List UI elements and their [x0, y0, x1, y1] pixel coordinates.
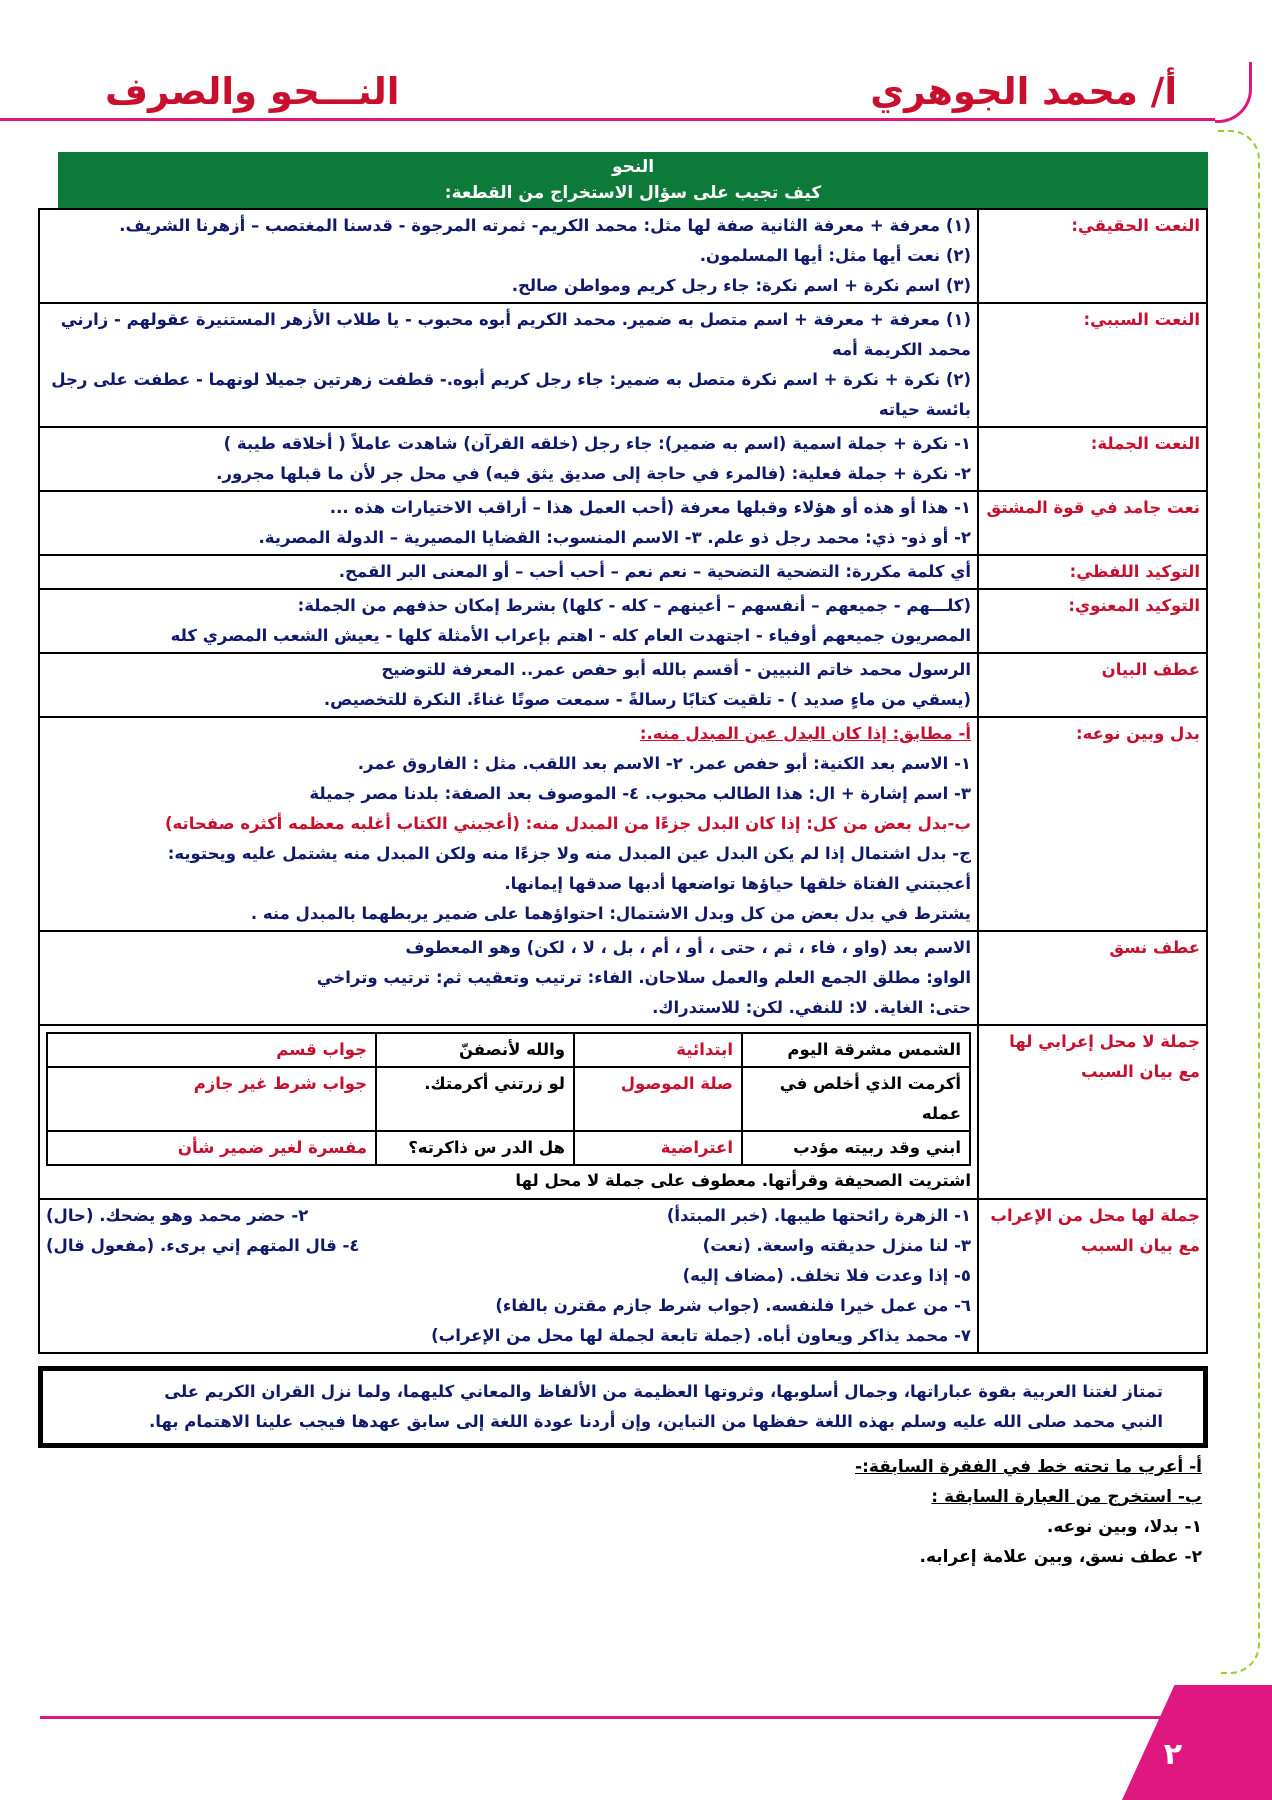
line: ١- هذا أو هذه أو هؤلاء وقبلها معرفة (أحب العمل هذا – أراقب الاختيارات هذه ...: [329, 498, 971, 517]
line: حتى: الغاية. لا: للنفي. لكن: للاستدراك.: [652, 998, 971, 1017]
cell: جواب قسم: [47, 1033, 376, 1067]
line: اشتريت الصحيفة وقرأتها. معطوف على جملة لا محل لها: [515, 1171, 971, 1190]
line: (١) معرفة + معرفة الثانية صفة لها مثل: محمد الكريم- ثمرته المرجوة - قدسنا المغتصب – أزهرنا الشريف.: [119, 216, 971, 235]
table-row: [39, 931, 1207, 1025]
reading-passage: [38, 1366, 1208, 1448]
term-tawkid-manawi: التوكيد المعنوي:: [978, 589, 1207, 653]
cell: صلة الموصول: [574, 1067, 742, 1131]
author-name: أ/ محمد الجوهري: [870, 70, 1177, 113]
section-header: [58, 152, 1208, 208]
cell: اعتراضية: [574, 1131, 742, 1165]
term-tawkid-lafzi: التوكيد اللفظي:: [978, 555, 1207, 589]
inner-row: [47, 1067, 970, 1131]
header-curve-decoration: [1215, 62, 1252, 123]
table-row: [39, 1025, 1207, 1199]
passage-line: النبي محمد صلى الله عليه وسلم بهذه اللغة حفظها من التباين، وإن أردنا عودة اللغة إلى سابق عهدها فيجب علينا الاهتمام بها.: [148, 1412, 1163, 1431]
dashed-border-decoration: [1218, 130, 1260, 1674]
line: (٣) اسم نكرة + اسم نكرة: جاء رجل كريم ومواطن صالح.: [511, 276, 971, 295]
line: ج- بدل اشتمال إذا لم يكن البدل عين المبدل منه ولا جزءًا منه ولكن المبدل منه يشتمل عليه ويحتويه:: [167, 844, 971, 863]
line: ٢- أو ذو- ذي: محمد رجل ذو علم. ٣- الاسم المنسوب: القضايا المصيرية – الدولة المصرية.: [258, 528, 971, 547]
header-rule: [0, 118, 1215, 121]
desc-atf-nasaq: [39, 931, 978, 1025]
line: أي كلمة مكررة: التضحية التضحية – نعم نعم – أحب أحب – أو المعنى البر القمح.: [338, 562, 971, 581]
line: أعجبتني الفتاة خلقها حياؤها تواضعها أدبها صدقها إيمانها.: [504, 874, 971, 893]
page-number: ٢: [1163, 1737, 1182, 1772]
cell: الشمس مشرقة اليوم: [742, 1033, 970, 1067]
page-corner-decoration: [1122, 1685, 1272, 1800]
desc-atf-bayan: [39, 653, 978, 717]
desc-tawkid-manawi: [39, 589, 978, 653]
cell: ابتدائية: [574, 1033, 742, 1067]
line: (كلـــهم - جميعهم – أنفسهم – أعينهم – كله - كلها) بشرط إمكان حذفهم من الجملة:: [297, 596, 971, 615]
questions: [38, 1452, 1208, 1572]
term-atf-nasaq: عطف نسق: [978, 931, 1207, 1025]
passage-line: تمتاز لغتنا العربية بقوة عباراتها، وجمال أسلوبها، وثروتها العظيمة من الألفاظ والمعاني كليهما، ولما نزل القران الكريم على: [164, 1382, 1163, 1401]
line: ٦- من عمل خيرا فلنفسه. (جواب شرط جازم مقترن بالفاء): [495, 1296, 971, 1315]
table-row: [39, 303, 1207, 427]
table-row: [39, 1199, 1207, 1353]
line: ٥- إذا وعدت فلا تخلف. (مضاف إليه): [682, 1266, 971, 1285]
question-b2: ٢- عطف نسق، وبين علامة إعرابه.: [919, 1547, 1202, 1567]
cell: هل الدر س ذاكرته؟: [376, 1131, 574, 1165]
question-b1: ١- بدلا، وبين نوعه.: [1046, 1517, 1202, 1537]
table-row: [39, 653, 1207, 717]
line: الاسم بعد (واو ، فاء ، ثم ، حتى ، أو ، أم ، بل ، لا ، لكن) وهو المعطوف: [405, 938, 971, 957]
cell: والله لأنصفنّ: [376, 1033, 574, 1067]
footer-rule: [40, 1716, 1172, 1719]
line: ١- نكرة + جملة اسمية (اسم به ضمير): جاء رجل (خلقه القرآن) شاهدت عاملاً ( أخلاقه طيبة ): [223, 434, 971, 453]
table-row: [39, 491, 1207, 555]
line: (٢) نعت أيها مثل: أيها المسلمون.: [699, 246, 971, 265]
table-row: [39, 555, 1207, 589]
line: المصريون جميعهم أوفياء - اجتهدت العام كله - اهتم بإعراب الأمثلة كلها - يعيش الشعب المصري كله: [170, 626, 971, 645]
desc-naat-haqiqi: [39, 209, 978, 303]
term-naat-jamid: نعت جامد في قوة المشتق: [978, 491, 1207, 555]
line: ٤- قال المتهم إني برىء. (مفعول قال): [46, 1236, 360, 1255]
line: ٣- لنا منزل حديقته واسعة. (نعت): [702, 1236, 971, 1255]
question-a: أ- أعرب ما تحته خط في الفقرة السابقة:-: [855, 1457, 1202, 1477]
term-jumla-la-mahal: جملة لا محل إعرابي لها مع بيان السبب: [978, 1025, 1207, 1199]
term-atf-bayan: عطف البيان: [978, 653, 1207, 717]
line: ٢- حضر محمد وهو يضحك. (حال): [46, 1206, 309, 1225]
term-naat-jumla: النعت الجملة:: [978, 427, 1207, 491]
line: ١- الزهرة رائحتها طيبها. (خبر المبتدأ): [666, 1206, 971, 1225]
desc-jumla-la-mahal: [39, 1025, 978, 1199]
line: الواو: مطلق الجمع العلم والعمل سلاحان. الفاء: ترتيب وتعقيب ثم: ترتيب وتراخي: [316, 968, 971, 987]
line-pair: [46, 1201, 971, 1231]
line: ٣- اسم إشارة + ال: هذا الطالب محبوب. ٤- الموصوف بعد الصفة: بلدنا مصر جميلة: [309, 784, 971, 803]
desc-naat-jamid: [39, 491, 978, 555]
desc-jumla-laha-mahal: [39, 1199, 978, 1353]
inner-row: [47, 1131, 970, 1165]
cell: لو زرتني أكرمتك.: [376, 1067, 574, 1131]
desc-naat-sababi: [39, 303, 978, 427]
sentence-types-table: [46, 1032, 971, 1166]
cell: جواب شرط غير جازم: [47, 1067, 376, 1131]
term-naat-haqiqi: النعت الحقيقي:: [978, 209, 1207, 303]
table-row: [39, 589, 1207, 653]
main-content: [38, 152, 1208, 1572]
term-jumla-laha-mahal: جملة لها محل من الإعراب مع بيان السبب: [978, 1199, 1207, 1353]
line: ٧- محمد يذاكر ويعاون أباه. (جملة تابعة لجملة لها محل من الإعراب): [431, 1326, 971, 1345]
section-subtitle: كيف تجيب على سؤال الاستخراج من القطعة:: [444, 183, 822, 203]
line: ١- الاسم بعد الكنية: أبو حفص عمر. ٢- الاسم بعد اللقب. مثل : الفاروق عمر.: [357, 754, 971, 773]
table-row: [39, 209, 1207, 303]
table-row: [39, 427, 1207, 491]
line: (١) معرفة + معرفة + اسم متصل به ضمير. محمد الكريم أبوه محبوب - يا طلاب الأزهر المستنيرة عقولهم - زارني محمد الكريمة أمه: [60, 310, 971, 359]
line: يشترط في بدل بعض من كل وبدل الاشتمال: احتواؤهما على ضمير يربطهما بالمبدل منه .: [250, 904, 971, 923]
question-b: ب- استخرج من العبارة السابقة :: [931, 1487, 1202, 1507]
cell: مفسرة لغير ضمير شأن: [47, 1131, 376, 1165]
cell: أكرمت الذي أخلص في عمله: [742, 1067, 970, 1131]
section-title: النحو: [611, 157, 655, 177]
line: أ- مطابق: إذا كان البدل عين المبدل منه.:: [639, 724, 971, 743]
grammar-table: [38, 208, 1208, 1354]
term-naat-sababi: النعت السببي:: [978, 303, 1207, 427]
inner-row: [47, 1033, 970, 1067]
line: ب-بدل بعض من كل: إذا كان البدل جزءًا من المبدل منه: (أعجبني الكتاب أغلبه معظمه أكثره صفحاته): [164, 814, 971, 833]
term-badal: بدل وبين نوعه:: [978, 717, 1207, 931]
desc-tawkid-lafzi: [39, 555, 978, 589]
cell: ابني وقد ربيته مؤدب: [742, 1131, 970, 1165]
desc-naat-jumla: [39, 427, 978, 491]
line: ٢- نكرة + جملة فعلية: (فالمرء في حاجة إلى صديق يثق فيه) في محل جر لأن ما قبلها مجرور.: [216, 464, 971, 483]
line-pair: [46, 1231, 971, 1261]
line: (٢) نكرة + نكرة + اسم نكرة متصل به ضمير: جاء رجل كريم أبوه.- قطفت زهرتين جميلا لونهما - عطفت على رجل بائسة حياته: [51, 370, 971, 419]
table-row: [39, 717, 1207, 931]
desc-badal: [39, 717, 978, 931]
line: (يسقي من ماءٍ صديد ) - تلقيت كتابًا رسالةً - سمعت صوتًا غناءً. النكرة للتخصيص.: [323, 690, 971, 709]
line: الرسول محمد خاتم النبيين - أقسم بالله أبو حفص عمر.. المعرفة للتوضيح: [381, 660, 971, 679]
subject-title: النـــحو والصرف: [105, 70, 400, 113]
